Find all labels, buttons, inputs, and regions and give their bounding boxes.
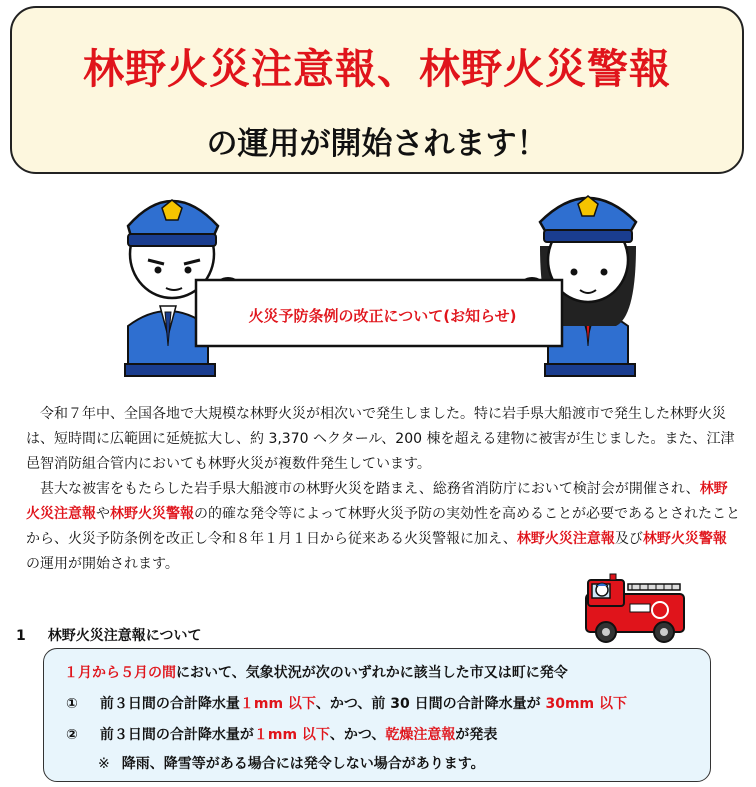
intro-p2-text-e: の運用が開始されます。 — [26, 556, 179, 572]
period-term: １月から５月の間 — [64, 665, 176, 681]
note-marker: ※ — [98, 756, 110, 772]
conditions-intro-rest: において、気象状況が次のいずれかに該当した市又は町に発令 — [176, 665, 568, 681]
rainfall-threshold-1mm: １mm 以下 — [253, 727, 330, 743]
forest-fire-caution-term: 林野火災注意報 — [516, 531, 615, 547]
intro-paragraph-1: 令和７年中、全国各地で大規模な林野火災が相次いで発生しました。特に岩手県大船渡市で発生した林野火災は、短時間に広範囲に延焼拡大し、約 3,370 ヘクタール、200 棟を超える建物に被害が生じました。また、江津邑智消防組合管内においても林野火災が複数件発生しています。 — [26, 406, 735, 472]
firefighters-illustration — [0, 176, 756, 386]
intro-p2-text-d: 及び — [614, 531, 643, 547]
intro-p2-text-a: 甚大な被害をもたらした岩手県大船渡市の林野火災を踏まえ、総務省消防庁において検討会が開催され、 — [40, 481, 700, 497]
title-box — [10, 6, 744, 174]
sub-title: の運用が開始されます！ — [206, 126, 548, 162]
condition-2-text-b: 、かつ、 — [329, 727, 386, 743]
rainfall-threshold-1mm: １mm 以下 — [239, 696, 316, 712]
conditions-note — [98, 753, 485, 773]
note-text: 降雨、降雪等がある場合には発令しない場合があります。 — [121, 756, 485, 772]
intro-paragraph-2 — [26, 477, 740, 577]
dry-advisory-term: 乾燥注意報 — [385, 727, 456, 743]
condition-item-2 — [66, 724, 497, 744]
main-title: 林野火災注意報、林野火災警報 — [83, 45, 671, 93]
forest-fire-caution-term: 林野火災注意報 — [26, 481, 728, 522]
conditions-box — [43, 648, 711, 782]
item-marker: ① — [66, 696, 78, 712]
intro-p2-text-c: の的確な発令等によって林野火災予防の実効性を高めることが必要であるとされたことから、火災予防条例を改正し令和８年１月１日から従来ある火災警報に加え、 — [26, 506, 740, 547]
fire-truck-icon — [580, 570, 692, 648]
condition-1-text-a: 前３日間の合計降水量 — [99, 696, 240, 712]
condition-2-text-a: 前３日間の合計降水量が — [99, 727, 254, 743]
section-number: 1 — [16, 628, 26, 644]
conditions-intro — [64, 662, 568, 682]
section-1-heading — [16, 625, 201, 645]
intro-p2-text-b: や — [96, 506, 110, 522]
item-marker: ② — [66, 727, 78, 743]
condition-item-1 — [66, 693, 627, 713]
rainfall-threshold-30mm: 30mm 以下 — [545, 696, 628, 712]
forest-fire-warning-term: 林野火災警報 — [110, 506, 194, 522]
condition-2-text-c: が発表 — [455, 727, 498, 743]
banner-text: 火災予防条例の改正について(お知らせ) — [248, 307, 517, 325]
condition-1-text-b: 、かつ、前 30 日間の合計降水量が — [315, 696, 546, 712]
section-title: 林野火災注意報について — [47, 628, 202, 644]
intro-text — [26, 402, 740, 577]
forest-fire-warning-term: 林野火災警報 — [642, 531, 727, 547]
